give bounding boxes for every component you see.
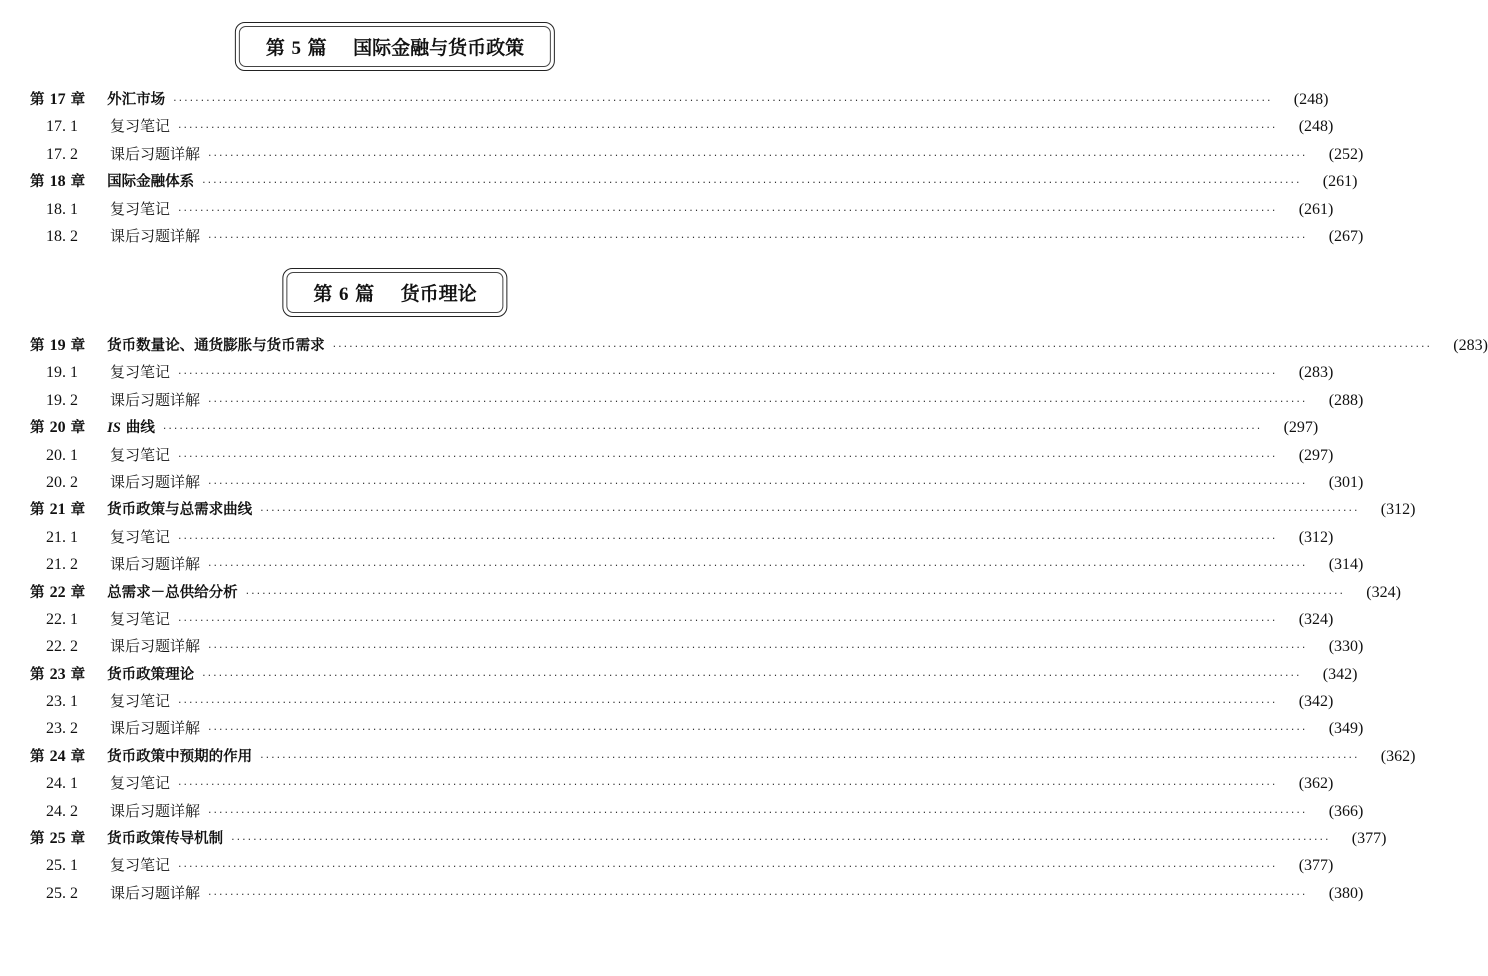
- toc-part-5: [30, 88, 1364, 252]
- chapter-prefix: 第: [30, 584, 50, 601]
- toc-entry-label: [46, 635, 200, 656]
- toc-chapter-row: [30, 416, 1319, 443]
- toc-section-row: [30, 471, 1364, 498]
- page-number: (312): [1380, 501, 1416, 519]
- page-number: (380): [1328, 884, 1364, 902]
- page-number: (297): [1298, 446, 1334, 464]
- page-number: (248): [1293, 91, 1329, 108]
- toc-entry-label: [46, 444, 170, 465]
- chapter-prefix: 第: [30, 831, 50, 848]
- leader-dots: ········································································································································································································: [173, 94, 1273, 107]
- page-number: (252): [1328, 145, 1364, 163]
- toc-section-row: [30, 444, 1334, 471]
- toc-section-row: [30, 717, 1364, 744]
- section-title: 复习笔记: [110, 199, 171, 218]
- section-title: 课后习题详解: [110, 719, 201, 738]
- section-title: 复习笔记: [110, 445, 171, 464]
- toc-entry-label: [46, 471, 200, 492]
- section-title: 复习笔记: [110, 609, 171, 628]
- part-suffix: 篇: [307, 37, 327, 59]
- page-number: (312): [1298, 528, 1334, 546]
- part-title: 国际金融与货币政策: [353, 37, 525, 59]
- chapter-number: 24: [49, 747, 66, 765]
- leader-dots: ········································································································································································································: [178, 613, 1278, 627]
- toc-entry-label: [46, 143, 200, 164]
- leader-dots: ········································································································································································································: [208, 723, 1308, 737]
- chapter-number: 17: [49, 91, 66, 108]
- section-number: 19. 1: [46, 364, 78, 382]
- chapter-prefix: 第: [30, 338, 50, 354]
- chapter-prefix: 第: [30, 92, 50, 108]
- section-number: 24. 2: [46, 802, 78, 820]
- chapter-suffix: 章: [65, 174, 86, 191]
- section-title: 课后习题详解: [110, 883, 201, 902]
- page-number: (261): [1298, 200, 1334, 218]
- toc-entry-label: [46, 198, 170, 219]
- toc-entry-label: [46, 717, 200, 738]
- leader-dots: ········································································································································································································: [178, 860, 1278, 874]
- section-number: 17. 1: [46, 118, 78, 136]
- leader-dots: ········································································································································································································: [178, 531, 1278, 545]
- toc-section-row: [30, 198, 1334, 225]
- section-number: 24. 1: [46, 775, 78, 793]
- section-number: 19. 2: [46, 391, 78, 409]
- page-number: (366): [1328, 802, 1364, 820]
- leader-dots: ········································································································································································································: [208, 805, 1308, 819]
- toc-section-row: [30, 635, 1364, 662]
- section-number: 22. 2: [46, 638, 78, 656]
- chapter-suffix: 章: [65, 748, 86, 765]
- toc-entry-label: [30, 581, 238, 602]
- toc-entry-label: [30, 827, 223, 848]
- toc-chapter-row: [30, 334, 1488, 361]
- page-number: (342): [1298, 693, 1334, 711]
- page-number: (288): [1328, 391, 1364, 409]
- toc-section-row: [30, 690, 1334, 717]
- toc-section-row: [30, 225, 1364, 252]
- page-number: (349): [1328, 720, 1364, 738]
- chapter-suffix: 章: [65, 420, 86, 437]
- section-title: 复习笔记: [110, 117, 171, 136]
- leader-dots: ········································································································································································································: [208, 559, 1308, 573]
- page-number: (301): [1328, 473, 1364, 491]
- toc-section-row: [30, 608, 1334, 635]
- chapter-title: 总需求－总供给分析: [107, 584, 238, 601]
- part-prefix: 第: [265, 37, 285, 59]
- section-title: 课后习题详解: [110, 226, 201, 245]
- chapter-suffix: 章: [65, 502, 86, 519]
- section-title: 复习笔记: [110, 856, 171, 875]
- leader-dots: ········································································································································································································: [208, 394, 1308, 408]
- section-number: 22. 1: [46, 610, 78, 628]
- toc-chapter-row: [30, 663, 1358, 690]
- toc-entry-label: [30, 416, 155, 437]
- chapter-prefix: 第: [30, 420, 50, 437]
- section-number: 20. 1: [46, 446, 78, 464]
- toc-entry-label: [30, 745, 252, 766]
- page-number: (377): [1351, 830, 1387, 848]
- part-5-title-box: [239, 26, 551, 67]
- toc-entry-label: [30, 88, 165, 109]
- chapter-number: 18: [49, 173, 66, 191]
- leader-dots: ········································································································································································································: [178, 121, 1278, 135]
- section-number: 18. 2: [46, 227, 78, 245]
- page-number: (324): [1366, 583, 1401, 601]
- toc-chapter-row: [30, 170, 1358, 197]
- section-number: 17. 2: [46, 145, 78, 163]
- section-number: 18. 1: [46, 200, 78, 218]
- chapter-title: 货币政策理论: [107, 666, 195, 683]
- toc-entry-label: [30, 170, 194, 191]
- section-number: 21. 1: [46, 528, 78, 546]
- leader-dots: ········································································································································································································: [245, 586, 1345, 600]
- section-number: 23. 2: [46, 720, 78, 738]
- page-number: (342): [1322, 665, 1358, 683]
- section-title: 复习笔记: [110, 692, 171, 711]
- toc-chapter-row: [30, 498, 1416, 525]
- chapter-suffix: 章: [65, 584, 86, 601]
- part-6-title-box: [286, 272, 503, 313]
- page-number: (324): [1298, 610, 1334, 628]
- chapter-number: 20: [49, 419, 66, 437]
- page-number: (362): [1298, 775, 1334, 793]
- chapter-number: 19: [49, 337, 66, 354]
- toc-entry-label: [46, 800, 200, 821]
- chapter-title: 国际金融体系: [107, 174, 195, 191]
- section-title: 课后习题详解: [110, 472, 201, 491]
- toc-chapter-row: [30, 827, 1387, 854]
- section-number: 23. 1: [46, 693, 78, 711]
- leader-dots: ········································································································································································································: [208, 476, 1308, 490]
- section-title: 课后习题详解: [110, 390, 201, 409]
- chapter-number: 22: [49, 583, 66, 601]
- chapter-title: 货币政策传导机制: [107, 831, 224, 848]
- page-number: (248): [1298, 118, 1334, 136]
- chapter-suffix: 章: [65, 338, 86, 354]
- toc-section-row: [30, 526, 1334, 553]
- chapter-title: 货币政策中预期的作用: [107, 748, 253, 765]
- part-number: 5: [291, 38, 302, 59]
- page-number: (283): [1453, 337, 1488, 354]
- chapter-title: 货币政策与总需求曲线: [107, 502, 253, 519]
- leader-dots: ········································································································································································································: [231, 833, 1331, 847]
- section-title: 课后习题详解: [110, 637, 201, 656]
- toc-entry-label: [30, 663, 194, 684]
- chapter-suffix: 章: [65, 666, 86, 683]
- leader-dots: ········································································································································································································: [208, 148, 1308, 162]
- page-number: (261): [1322, 173, 1358, 191]
- chapter-prefix: 第: [30, 666, 50, 683]
- toc-entry-label: [46, 882, 200, 903]
- leader-dots: ········································································································································································································: [162, 422, 1263, 436]
- toc-chapter-row: [30, 581, 1401, 608]
- chapter-title: 外汇市场: [107, 92, 166, 108]
- leader-dots: ········································································································································································································: [178, 696, 1278, 710]
- toc-entry-label: [30, 498, 252, 519]
- toc-entry-label: [46, 225, 200, 246]
- leader-dots: ········································································································································································································: [208, 887, 1308, 901]
- toc-section-row: [30, 553, 1364, 580]
- page-number: (377): [1298, 857, 1334, 875]
- section-title: 复习笔记: [110, 363, 171, 382]
- chapter-suffix: 章: [65, 831, 86, 848]
- chapter-title: IS 曲线: [107, 420, 155, 437]
- toc-entry-label: [46, 608, 170, 629]
- section-title: 课后习题详解: [110, 144, 201, 163]
- chapter-prefix: 第: [30, 502, 50, 519]
- toc-entry-label: [46, 553, 200, 574]
- toc-entry-label: [46, 389, 200, 410]
- part-6-header: [282, 268, 507, 317]
- toc-entry-label: [46, 854, 170, 875]
- toc-entry-label: [30, 334, 325, 355]
- part-title: 货币理论: [400, 283, 477, 305]
- part-suffix: 篇: [355, 283, 375, 305]
- page-number: (297): [1283, 419, 1319, 437]
- part-5-header: [235, 22, 555, 71]
- leader-dots: ········································································································································································································: [260, 504, 1360, 518]
- toc-chapter-row: [30, 88, 1329, 115]
- toc-section-row: [30, 143, 1364, 170]
- chapter-number: 25: [49, 830, 66, 848]
- toc-section-row: [30, 882, 1364, 909]
- leader-dots: ········································································································································································································: [208, 641, 1308, 655]
- toc-section-row: [30, 115, 1334, 142]
- page-number: (362): [1380, 747, 1416, 765]
- toc-section-row: [30, 389, 1364, 416]
- leader-dots: ········································································································································································································: [332, 340, 1432, 353]
- chapter-number: 23: [49, 665, 66, 683]
- leader-dots: ········································································································································································································: [260, 750, 1360, 764]
- section-number: 20. 2: [46, 473, 78, 491]
- section-number: 21. 2: [46, 556, 78, 574]
- chapter-prefix: 第: [30, 174, 50, 191]
- toc-section-row: [30, 361, 1334, 388]
- toc-section-row: [30, 772, 1334, 799]
- toc-section-row: [30, 800, 1364, 827]
- page-number: (267): [1328, 227, 1364, 245]
- leader-dots: ········································································································································································································: [178, 449, 1278, 463]
- leader-dots: ········································································································································································································: [202, 668, 1302, 682]
- toc-entry-label: [46, 772, 170, 793]
- toc-entry-label: [46, 361, 170, 382]
- section-number: 25. 2: [46, 884, 78, 902]
- section-title: 课后习题详解: [110, 555, 201, 574]
- toc-entry-label: [46, 526, 170, 547]
- chapter-number: 21: [49, 501, 66, 519]
- part-prefix: 第: [313, 283, 333, 305]
- page-number: (283): [1298, 364, 1334, 382]
- toc-entry-label: [46, 115, 170, 136]
- leader-dots: ········································································································································································································: [178, 367, 1278, 381]
- toc-entry-label: [46, 690, 170, 711]
- chapter-title: 货币数量论、通货膨胀与货币需求: [107, 338, 325, 354]
- section-title: 复习笔记: [110, 774, 171, 793]
- section-number: 25. 1: [46, 857, 78, 875]
- part-number: 6: [339, 284, 349, 305]
- leader-dots: ········································································································································································································: [178, 778, 1278, 792]
- leader-dots: ········································································································································································································: [208, 230, 1308, 244]
- leader-dots: ········································································································································································································: [178, 203, 1278, 217]
- toc-chapter-row: [30, 745, 1416, 772]
- chapter-prefix: 第: [30, 748, 50, 765]
- section-title: 课后习题详解: [110, 801, 201, 820]
- page-number: (314): [1328, 556, 1364, 574]
- leader-dots: ········································································································································································································: [202, 176, 1302, 190]
- chapter-suffix: 章: [65, 92, 86, 108]
- toc-part-6: [30, 334, 1488, 909]
- toc-section-row: [30, 854, 1334, 881]
- page-number: (330): [1328, 638, 1364, 656]
- section-title: 复习笔记: [110, 527, 171, 546]
